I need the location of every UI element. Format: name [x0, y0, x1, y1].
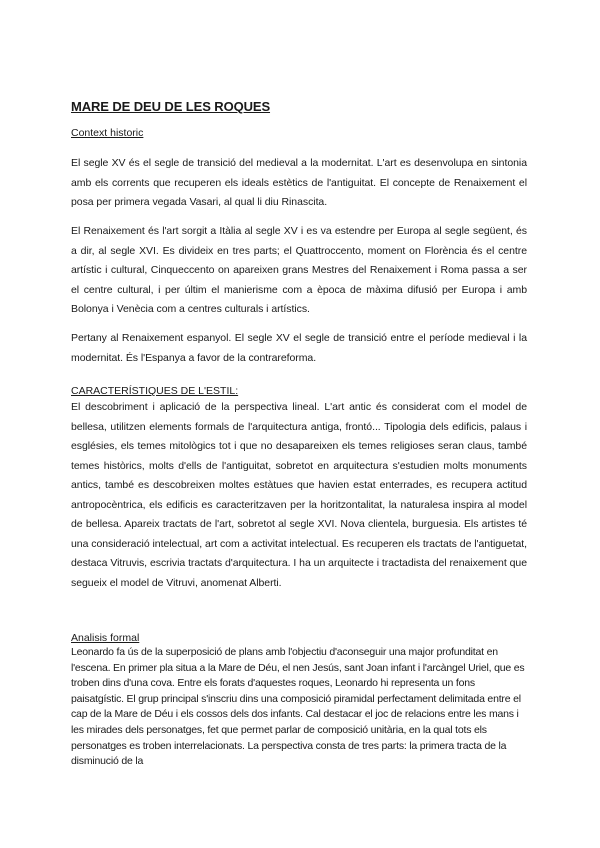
section-heading-characteristics: CARACTERÍSTIQUES DE L'ESTIL: — [71, 385, 239, 397]
paragraph-context-1: El segle XV és el segle de transició del medieval a la modernitat. L'art es desenvolupa en sintonia amb els corrents que recuperen els ideals estètics de l'antiguitat. El concepte de Renaixement el posa per primera vegada Vasari, al qual li diu Rinascita. — [71, 157, 527, 208]
paragraph-formal-analysis: Leonardo fa ús de la superposició de plans amb l'objectiu d'aconseguir una major profunditat en l'escena. En primer pla situa a la Mare de Déu, el nen Jesús, sant Joan infant i l'arcàngel Uriel, que es troben dins d'una cova. Entre els forats d'aquestes roques, Leonardo hi representa un fons paisatgístic. El grup principal s'inscriu dins una composició piramidal perfectament delimitada entre el cap de la Mare de Déu i els cossos dels dos infants. Cal destacar el joc de relacions entre les mans i les mirades dels personatges, fet que permet parlar de composició unitària, en la qual tots els personatges es troben interrelacionats. La perspectiva consta de tres parts: la primera tracta de la disminució de la — [71, 646, 525, 768]
paragraph-context-3: Pertany al Renaixement espanyol. El segle XV el segle de transició entre el període medieval i la modernitat. És l'Espanya a favor de la contrareforma. — [71, 332, 527, 364]
document-title: MARE DE DEU DE LES ROQUES — [71, 99, 271, 114]
section-heading-formal-analysis: Analisis formal — [71, 632, 140, 644]
paragraph-context-2: El Renaixement és l'art sorgit a Itàlia al segle XV i es va estendre per Europa al segle següent, és a dir, al segle XVI. Es divideix en tres parts; el Quattroccento, moment on Florència és el centre artístic i cultural, Cinqueccento on apareixen grans Mestres del Renaixement i Roma passa a ser el centre cultural, i per últim el manierisme com a època de màxima difusió per Europa i amb Bolonya i Venècia com a centres culturals i artístics. — [71, 225, 527, 315]
section-heading-context: Context historic — [71, 127, 144, 139]
paragraph-characteristics: El descobriment i aplicació de la perspectiva lineal. L'art antic és considerat com el model de bellesa, utilitzen elements formals de l'arquitectura antiga, frontó... Tipologia dels edificis, palaus i esglésies, els temes mitològics tot i que no desapareixen els temes religioses seran claus, també temes històrics, molts d'ells de l'antiguitat, sobretot en arquitectura s'estudien molts monuments antics, també es descobreixen moltes estàtues que havien estat enterrades, es recupera actitud antropocèntrica, els edificis es caracteritzaven per la horitzontalitat, la naturalesa inspira al model de bellesa. Apareix tractats de l'art, sobretot al segle XVI. Nova clientela, burguesia. Els artistes té una consideració intelectual, art com a activitat intelectual. Es recuperen els tractats de l'antiguetat, destaca Vitruvis, escrivia tractats d'arquitectura. I ha un arquitecte i tractadista del renaixement que segueix el model de Vitruvi, anomenat Alberti. — [71, 401, 527, 589]
